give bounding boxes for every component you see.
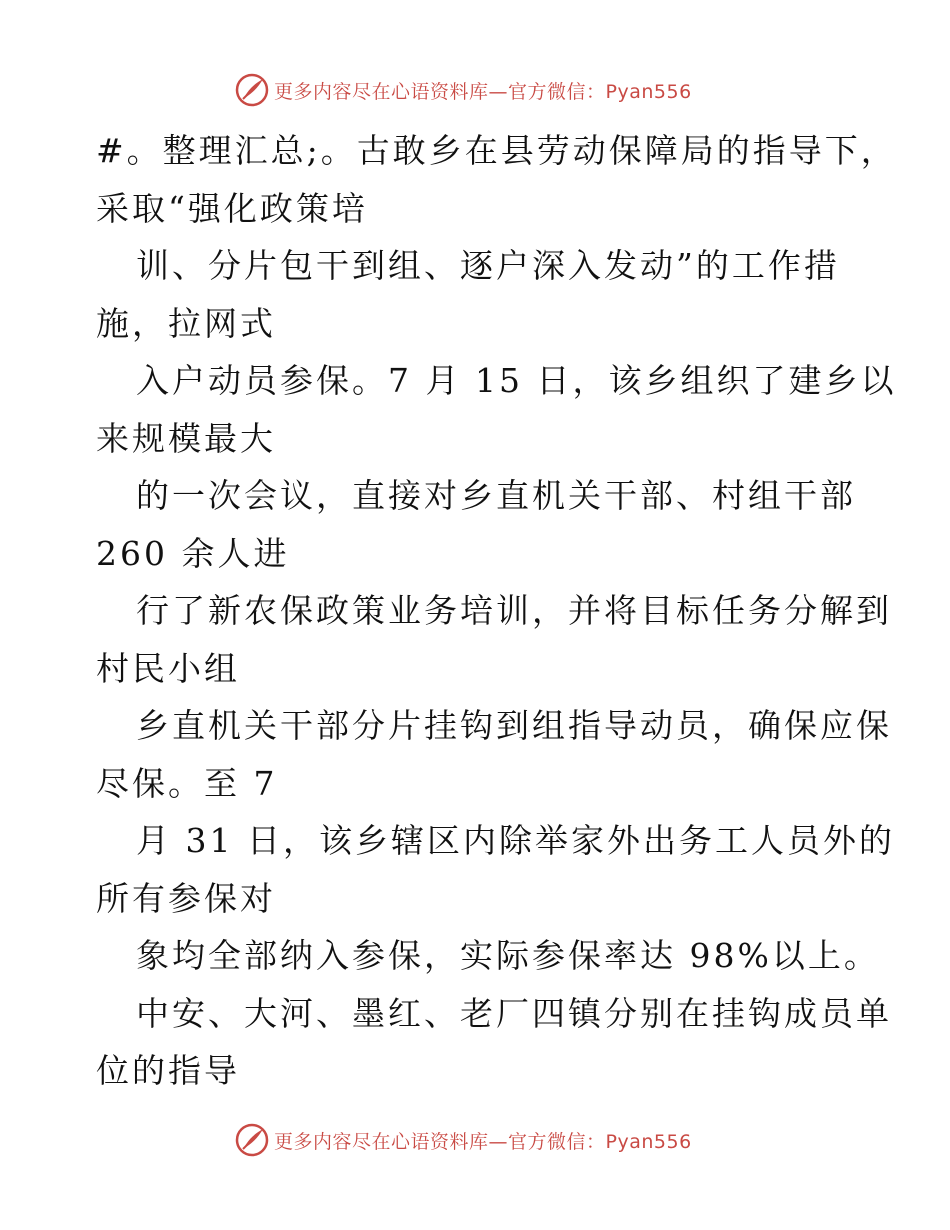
text-line: #。整理汇总;。古敢乡在县劳动保障局的指导下，	[96, 131, 897, 170]
text-line: 村民小组	[96, 648, 240, 688]
text-line: 象均全部纳入参保，实际参保率达 98%以上。	[136, 936, 880, 975]
text-line: 260 余人进	[96, 533, 290, 573]
text-line: 月 31 日，该乡辖区内除举家外出务工人员外的	[136, 821, 895, 860]
text-line: 的一次会议，直接对乡直机关干部、村组干部	[136, 476, 856, 515]
text-line: 乡直机关干部分片挂钩到组指导动员，确保应保	[136, 706, 892, 745]
document-body	[96, 122, 897, 1100]
text-line: 施，拉网式	[96, 303, 276, 343]
text-line: 入户动员参保。7 月 15 日，该乡组织了建乡以	[136, 361, 897, 400]
watermark-text: 更多内容尽在心语资料库—官方微信：Pyan556	[274, 1130, 692, 1153]
text-line: 来规模最大	[96, 418, 276, 458]
header-watermark	[234, 70, 692, 110]
feather-logo-icon	[234, 1122, 270, 1158]
text-line: 位的指导	[96, 1051, 240, 1090]
feather-logo-icon	[234, 72, 270, 108]
text-line: 训、分片包干到组、逐户深入发动”的工作措	[136, 246, 840, 285]
text-line: 尽保。至 7	[96, 763, 278, 803]
text-line: 所有参保对	[96, 878, 276, 918]
footer-watermark	[234, 1120, 692, 1160]
text-line: 中安、大河、墨红、老厂四镇分别在挂钩成员单	[136, 993, 892, 1033]
watermark-text: 更多内容尽在心语资料库—官方微信：Pyan556	[274, 80, 692, 103]
text-line: 采取“强化政策培	[96, 188, 368, 228]
text-line: 行了新农保政策业务培训，并将目标任务分解到	[136, 591, 892, 630]
